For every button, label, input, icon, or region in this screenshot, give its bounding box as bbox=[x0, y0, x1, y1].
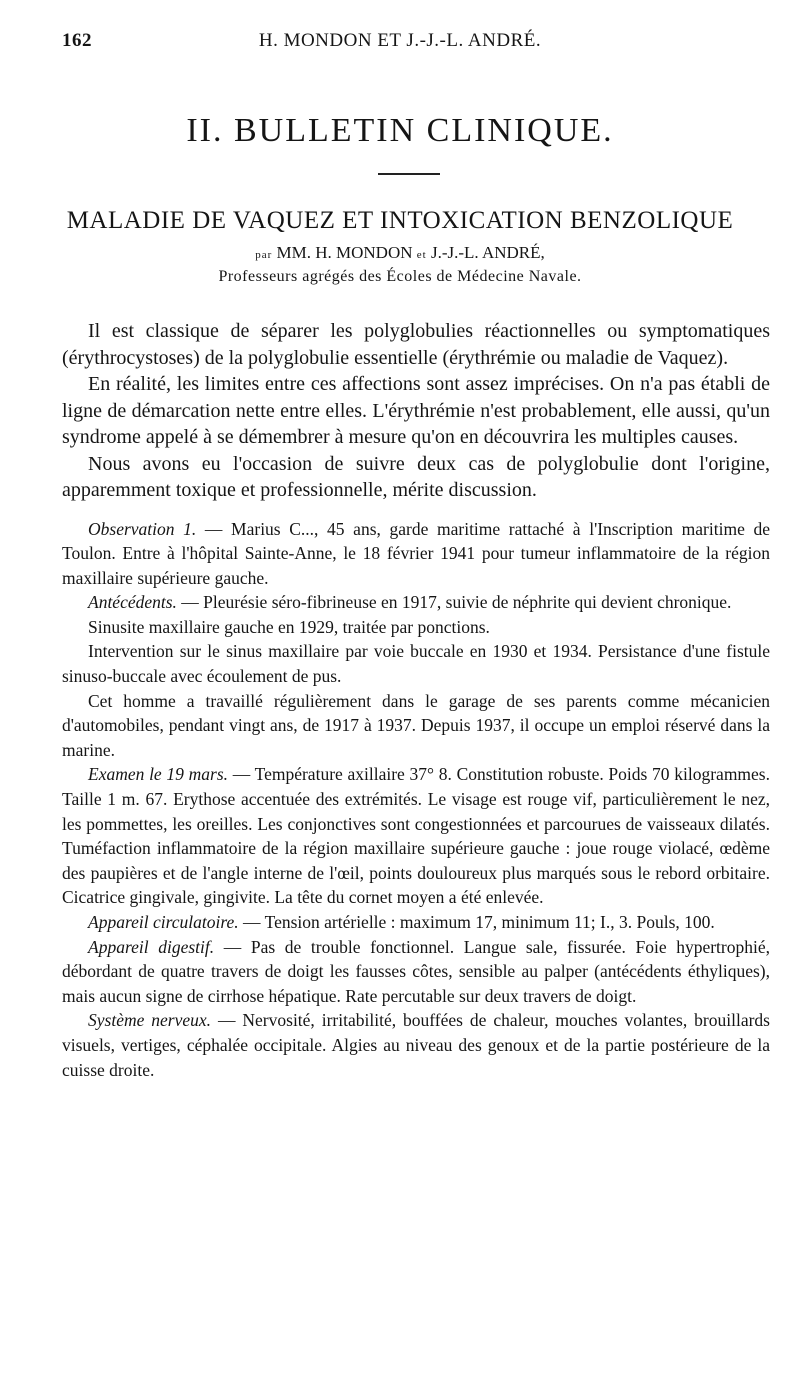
page-number: 162 bbox=[62, 30, 92, 51]
observation-paragraph bbox=[62, 517, 770, 591]
paragraph-lead: Appareil digestif. bbox=[88, 936, 215, 957]
running-title: H. MONDON ET J.-J.-L. ANDRÉ. bbox=[258, 30, 542, 51]
paragraph-lead: Examen le 19 mars. bbox=[88, 764, 229, 785]
paragraph-lead: Observation 1. bbox=[88, 518, 197, 539]
article-body bbox=[62, 318, 770, 1082]
article-byline bbox=[0, 243, 800, 263]
section-title: II. BULLETIN CLINIQUE. bbox=[186, 112, 614, 149]
observation-paragraph bbox=[62, 615, 770, 640]
paragraph-text: — Pleurésie séro-fibrineuse en 1917, suivie de néphrite qui devient chronique. bbox=[176, 592, 732, 613]
paragraph-text: Sinusite maxillaire gauche en 1929, traitée par ponctions. bbox=[88, 616, 490, 637]
paragraph-text: — Nervosité, irritabilité, bouffées de chaleur, mouches volantes, brouillards visuels, vertiges, céphalée occipitale. Algies au niveau des genoux et de la partie postérieure de la cuisse droite. bbox=[62, 1010, 770, 1080]
paragraph-text: Cet homme a travaillé régulièrement dans le garage de ses parents comme mécanicien d'automobiles, pendant vingt ans, de 1917 à 1937. Depuis 1937, il occupe un emploi réservé dans la marine. bbox=[62, 690, 770, 760]
observation-section bbox=[62, 517, 770, 1083]
intro-paragraph: Nous avons eu l'occasion de suivre deux cas de polyglobulie dont l'origine, apparemment toxique et professionnelle, mérite discussion. bbox=[62, 452, 770, 501]
byline-et: et bbox=[416, 249, 427, 261]
observation-paragraph bbox=[62, 639, 770, 688]
byline-par: par bbox=[255, 249, 273, 261]
observation-paragraph bbox=[62, 1008, 770, 1082]
observation-paragraph bbox=[62, 910, 770, 935]
running-header bbox=[62, 30, 738, 60]
observation-paragraph bbox=[62, 762, 770, 910]
paragraph-lead: Appareil circulatoire. bbox=[88, 912, 239, 932]
paragraph-text: Intervention sur le sinus maxillaire par voie buccale en 1930 et 1934. Persistance d'une fistule sinuso-buccale avec écoulement de pus. bbox=[62, 641, 770, 687]
observation-paragraph bbox=[62, 590, 770, 615]
paragraph-text: — Pas de trouble fonctionnel. Langue sale, fissurée. Foie hypertrophié, débordant de quatre travers de doigt les fausses côtes, sensible au palper (antécédents éthyliques), mais aucun signe de cirrhose hépatique. Rate percutable sur deux travers de doigt. bbox=[62, 936, 770, 1006]
paragraph-text: — Tension artérielle : maximum 17, minimum 11; I., 3. Pouls, 100. bbox=[238, 912, 715, 932]
paragraph-text: — Température axillaire 37° 8. Constitution robuste. Poids 70 kilogrammes. Taille 1 m. 67. Erythose accentuée des extrémités. Le visage est rouge vif, particulièrement le nez, les pommettes, les oreilles. Les conjonctives sont congestionnées et parcourues de vaisseaux dilatés. Tuméfaction inflammatoire de la région maxillaire supérieure gauche : joue rouge violacé, œdème des paupières et de l'angle interne de l'œil, points douloureux plus marqués sous le rebord orbitaire. Cicatrice gingivale, gingivite. La tête du cornet moyen a été enlevée. bbox=[62, 764, 770, 908]
author-affiliation: Professeurs agrégés des Écoles de Médecine Navale. bbox=[218, 268, 582, 285]
paragraph-lead: Système nerveux. bbox=[88, 1010, 212, 1031]
byline-author-2: J.-J.-L. ANDRÉ, bbox=[430, 243, 545, 262]
paragraph-lead: Antécédents. bbox=[88, 592, 177, 613]
observation-paragraph bbox=[62, 935, 770, 1009]
byline-author-1: MM. H. MONDON bbox=[276, 243, 413, 262]
observation-paragraph bbox=[62, 689, 770, 763]
section-divider bbox=[378, 173, 440, 175]
intro-paragraph: Il est classique de séparer les polyglobulies réactionnelles ou symptomatiques (érythrocystoses) de la polyglobulie essentielle (érythrémie ou maladie de Vaquez). bbox=[62, 320, 770, 369]
intro-section bbox=[62, 318, 770, 504]
article-title: MALADIE DE VAQUEZ ET INTOXICATION BENZOLIQUE bbox=[66, 207, 734, 234]
paragraph-text: — Marius C..., 45 ans, garde maritime rattaché à l'Inscription maritime de Toulon. Entre à l'hôpital Sainte-Anne, le 18 février 1941 pour tumeur inflammatoire de la région maxillaire supérieure gauche. bbox=[62, 518, 770, 588]
intro-paragraph: En réalité, les limites entre ces affections sont assez imprécises. On n'a pas établi de ligne de démarcation nette entre elles. L'érythrémie n'est probablement, elle aussi, qu'un syndrome appelé à se démembrer à mesure qu'on en découvrira les multiples causes. bbox=[62, 373, 770, 448]
